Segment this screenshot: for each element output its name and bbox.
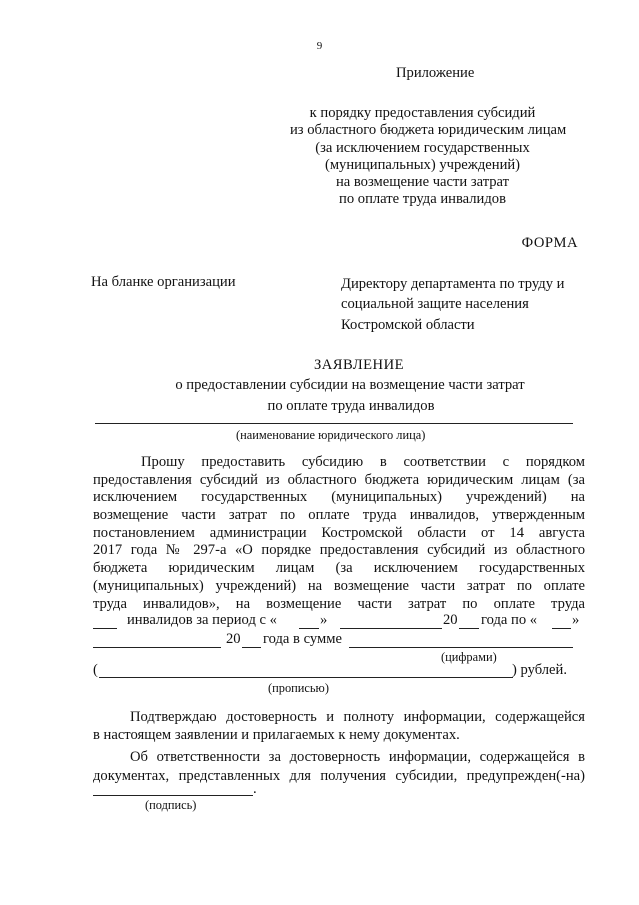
statement-subtitle-line: о предоставлении субсидии на возмещение части затрат bbox=[175, 377, 525, 394]
body-line: исключением государственных (муниципальных) учреждений) на bbox=[93, 489, 585, 506]
body-line: 2017 года № 297-а «О порядке предоставления субсидий из областного bbox=[93, 542, 585, 559]
form-label: ФОРМА bbox=[521, 235, 578, 251]
amount-words-caption: (прописью) bbox=[268, 681, 329, 695]
year-prefix: 20 bbox=[226, 631, 241, 647]
quote-close: » bbox=[320, 612, 328, 628]
amount-digits-caption: (цифрами) bbox=[441, 650, 497, 664]
addressee-line: Директору департамента по труду и bbox=[341, 276, 565, 292]
period-end-month-blank[interactable] bbox=[93, 647, 221, 648]
org-blank-label: На бланке организации bbox=[91, 274, 236, 290]
request-paragraph bbox=[93, 454, 585, 613]
body-line: труда инвалидов», на возмещение части затрат по оплате труда bbox=[93, 595, 585, 612]
addressee-block bbox=[341, 274, 564, 335]
amount-words-blank[interactable] bbox=[99, 677, 513, 678]
invalids-count-blank[interactable] bbox=[93, 628, 117, 629]
appendix-header bbox=[250, 63, 620, 209]
appendix-line: (муниципальных) учреждений) bbox=[324, 156, 521, 173]
body-line: (муниципальных) учреждений) на возмещение части затрат по оплате bbox=[93, 577, 585, 594]
body-line: Прошу предоставить субсидию в соответствии с порядком bbox=[141, 454, 585, 470]
amount-rubles-text: ) рублей. bbox=[512, 662, 567, 678]
legal-entity-name-line[interactable] bbox=[95, 423, 573, 424]
period-end-year-blank[interactable] bbox=[242, 647, 261, 648]
confirmation-block bbox=[93, 708, 585, 785]
body-line: предоставления субсидий из областного бюджета юридическим лицам (за bbox=[93, 471, 585, 488]
signature-dot: . bbox=[253, 781, 257, 797]
year-suffix: года по « bbox=[481, 612, 538, 628]
statement-title-block bbox=[60, 355, 639, 416]
signature-caption: (подпись) bbox=[145, 798, 197, 812]
amount-words-open-paren: ( bbox=[93, 662, 98, 678]
amount-digits-blank[interactable] bbox=[349, 647, 573, 648]
year-end-suffix: года в сумме bbox=[263, 631, 342, 647]
body-line: постановлением администрации Костромской области от 14 августа bbox=[93, 524, 585, 541]
invalids-period-text: инвалидов за период с « bbox=[127, 612, 277, 628]
addressee-line: Костромской области bbox=[341, 316, 475, 333]
confirm-line: Подтверждаю достоверность и полноту информации, содержащейся bbox=[130, 709, 585, 725]
appendix-line: на возмещение части затрат bbox=[335, 173, 510, 190]
year-prefix: 20 bbox=[443, 612, 458, 628]
page-number: 9 bbox=[316, 40, 323, 52]
confirm-line: в настоящем заявлении и прилагаемых к нему документах. bbox=[93, 727, 460, 744]
liability-line: Об ответственности за достоверность информации, содержащейся в bbox=[130, 749, 585, 766]
liability-line: документах, представленных для получения субсидии, предупрежден(-на) bbox=[93, 767, 585, 784]
appendix-line: к порядку предоставления субсидий bbox=[309, 105, 536, 122]
appendix-line: (за исключением государственных bbox=[315, 139, 530, 156]
appendix-line: по оплате труда инвалидов bbox=[339, 191, 506, 208]
body-line: возмещение части затрат по оплате труда инвалидов, утвержденным bbox=[93, 507, 585, 524]
period-start-day-blank[interactable] bbox=[299, 628, 319, 629]
appendix-title: Приложение bbox=[396, 65, 475, 81]
period-start-year-blank[interactable] bbox=[459, 628, 479, 629]
quote-close: » bbox=[572, 612, 580, 628]
statement-subtitle-line: по оплате труда инвалидов bbox=[267, 397, 435, 414]
period-start-month-blank[interactable] bbox=[340, 628, 442, 629]
signature-blank[interactable] bbox=[93, 795, 253, 796]
legal-entity-caption: (наименование юридического лица) bbox=[236, 428, 426, 442]
appendix-line: из областного бюджета юридическим лицам bbox=[290, 122, 567, 139]
addressee-line: социальной защите населения bbox=[341, 296, 529, 313]
period-end-day-blank[interactable] bbox=[552, 628, 571, 629]
body-line: бюджета юридическим лицам (за исключением государственных bbox=[93, 560, 585, 577]
statement-title: ЗАЯВЛЕНИЕ bbox=[313, 357, 405, 373]
